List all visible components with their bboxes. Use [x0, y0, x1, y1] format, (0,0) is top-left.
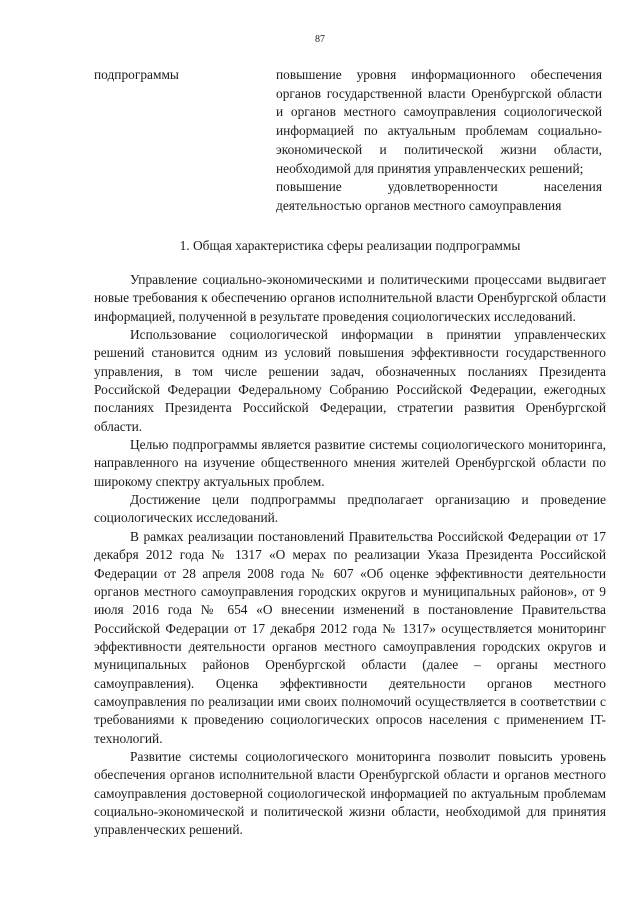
- passport-row-value: [276, 66, 602, 216]
- section-heading: 1. Общая характеристика сферы реализации подпрограммы: [179, 238, 521, 253]
- section-body: [94, 271, 606, 840]
- body-paragraph: Развитие системы социологического мониторинга позволит повысить уровень обеспечения органов исполнительной власти Оренбургской области и органов местного самоуправления достоверной социологической информацией по актуальным проблемам социально-экономической и политической жизни области, необходимой для принятия управленческих решений.: [94, 748, 606, 838]
- body-paragraph: Управление социально-экономическими и политическими процессами выдвигает новые требования к обеспечению органов исполнительной власти Оренбургской области информацией, полученной в результате проведения социологических исследований.: [94, 272, 606, 324]
- body-paragraph: Использование социологической информации в принятии управленческих решений становится одним из условий повышения эффективности государственного управления, в том числе решении задач, обозначенных посланиях Президента Российской Федерации Федеральному Собранию Российской Федерации, ежегодных посланиях Президента Российской Федерации, стратегии развития Оренбургской области.: [94, 327, 606, 434]
- body-paragraph: В рамках реализации постановлений Правительства Российской Федерации от 17 декабря 2012 года № 1317 «О мерах по реализации Указа Президента Российской Федерации от 28 апреля 2008 года № 607 «Об оценке эффективности деятельности органов местного самоуправления городских округов и муниципальных районов», от 9 июля 2016 года № 654 «О внесении изменений в постановление Правительства Российской Федерации от 17 декабря 2012 года № 1317» осуществляется мониторинг эффективности деятельности органов местного самоуправления городских округов и муниципальных районов Оренбургской области (далее – органы местного самоуправления). Оценка эффективности деятельности органов местного самоуправления по реализации ими своих полномочий осуществляется в соответствии с требованиями к проведению социологических опросов населения с применением IT-технологий.: [94, 528, 606, 746]
- body-paragraph: Достижение цели подпрограммы предполагает организацию и проведение социологических исследований.: [94, 492, 606, 526]
- passport-row-label: подпрограммы: [94, 67, 179, 82]
- page-number: 87: [315, 34, 325, 45]
- passport-value-line: повышение удовлетворенности населения деятельностью органов местного самоуправления: [276, 179, 602, 213]
- body-paragraph: Целью подпрограммы является развитие системы социологического мониторинга, направленного на изучение общественного мнения жителей Оренбургской области по широкому спектру актуальных проблем.: [94, 437, 606, 489]
- passport-value-line: повышение уровня информационного обеспечения органов государственной власти Оренбургской области и органов местного самоуправления социологической информацией по актуальным проблемам социально-экономической и политической жизни области, необходимой для принятия управленческих решений;: [276, 67, 602, 176]
